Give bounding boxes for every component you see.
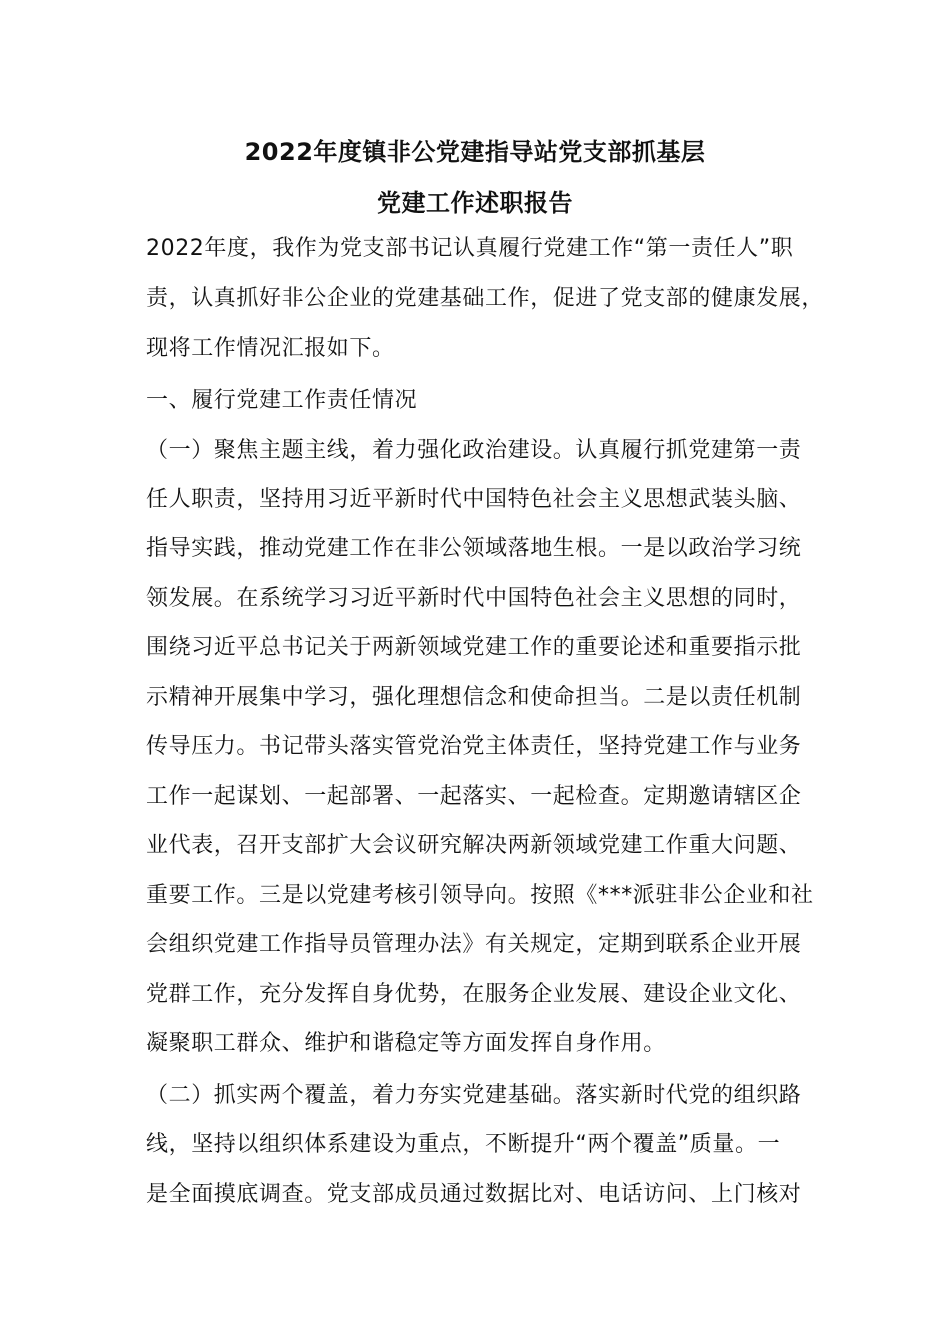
paragraph-line: 现将工作情况汇报如下。: [146, 336, 395, 361]
paragraph-line: （一）聚焦主题主线，着力强化政治建设。认真履行抓党建第一责: [146, 438, 802, 463]
paragraph-line: 线，坚持以组织体系建设为重点，不断提升“两个覆盖”质量。一: [146, 1132, 781, 1157]
paragraph-line: （二）抓实两个覆盖，着力夯实党建基础。落实新时代党的组织路: [146, 1083, 802, 1108]
paragraph-line: 任人职责，坚持用习近平新时代中国特色社会主义思想武装头脑、: [146, 487, 802, 512]
paragraph-line: 示精神开展集中学习，强化理想信念和使命担当。二是以责任机制: [146, 685, 802, 710]
paragraph-line: 责，认真抓好非公企业的党建基础工作，促进了党支部的健康发展，: [146, 286, 825, 311]
paragraph-line: 2022年度，我作为党支部书记认真履行党建工作“第一责任人”职: [146, 236, 794, 261]
paragraph-line: 领发展。在系统学习习近平新时代中国特色社会主义思想的同时，: [146, 586, 802, 611]
document-title-line-1: 2022年度镇非公党建指导站党支部抓基层: [244, 138, 706, 166]
paragraph-line: 会组织党建工作指导员管理办法》有关规定，定期到联系企业开展: [146, 932, 802, 957]
document-title-line-2: 党建工作述职报告: [377, 189, 573, 217]
paragraph-line: 指导实践，推动党建工作在非公领域落地生根。一是以政治学习统: [146, 536, 802, 561]
paragraph-line: 党群工作，充分发挥自身优势，在服务企业发展、建设企业文化、: [146, 982, 802, 1007]
paragraph-line: 是全面摸底调查。党支部成员通过数据比对、电话访问、上门核对: [146, 1182, 802, 1207]
paragraph-line: 业代表，召开支部扩大会议研究解决两新领域党建工作重大问题、: [146, 833, 802, 858]
section-heading: 一、履行党建工作责任情况: [146, 388, 418, 413]
paragraph-line: 工作一起谋划、一起部署、一起落实、一起检查。定期邀请辖区企: [146, 784, 802, 809]
paragraph-line: 重要工作。三是以党建考核引领导向。按照《***派驻非公企业和社: [146, 883, 814, 908]
paragraph-line: 传导压力。书记带头落实管党治党主体责任，坚持党建工作与业务: [146, 734, 802, 759]
paragraph-line: 凝聚职工群众、维护和谐稳定等方面发挥自身作用。: [146, 1031, 666, 1056]
paragraph-line: 围绕习近平总书记关于两新领域党建工作的重要论述和重要指示批: [146, 635, 802, 660]
